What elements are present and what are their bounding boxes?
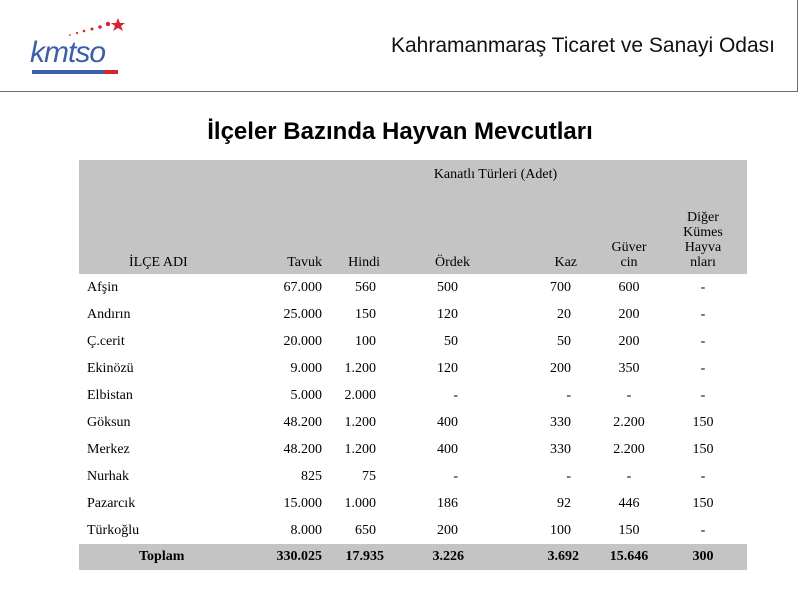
cell-hindi: 1.200 [344, 414, 376, 430]
cell-tavuk: 67.000 [283, 279, 322, 295]
group-header: Kanatlı Türleri (Adet) [244, 160, 747, 190]
group-header-row [79, 160, 747, 190]
cell-tavuk: 5.000 [290, 387, 322, 403]
page-title: İlçeler Bazında Hayvan Mevcutları [207, 118, 593, 145]
cell-tavuk: 48.200 [283, 414, 322, 430]
col-diger-line: Kümes [683, 225, 723, 240]
cell-diger: 150 [692, 414, 714, 430]
cell-hindi: 2.000 [344, 387, 376, 403]
cell-diger: 150 [692, 495, 714, 511]
cell-district: Afşin [87, 279, 119, 295]
table-row [79, 409, 747, 436]
cell-kaz: 200 [550, 360, 571, 376]
table-row [79, 355, 747, 382]
col-diger [659, 190, 747, 274]
total-kaz: 3.692 [504, 544, 599, 570]
cell-ordek: 50 [444, 333, 458, 349]
cell-guvercin: 200 [618, 333, 640, 349]
cell-hindi: 150 [355, 306, 376, 322]
table-row [79, 382, 747, 409]
cell-district: Merkez [87, 441, 130, 457]
cell-kaz: 330 [550, 414, 571, 430]
cell-district: Andırın [87, 306, 131, 322]
cell-kaz: 20 [557, 306, 571, 322]
total-label: Toplam [79, 544, 244, 570]
col-diger-line: Diğer [687, 210, 719, 225]
cell-tavuk: 48.200 [283, 441, 322, 457]
table-row [79, 328, 747, 355]
table-row [79, 517, 747, 544]
cell-tavuk: 9.000 [290, 360, 322, 376]
cell-ordek: 400 [437, 441, 458, 457]
cell-diger: - [700, 387, 706, 403]
cell-diger: - [700, 360, 706, 376]
cell-kaz: - [566, 387, 571, 403]
cell-ordek: 200 [437, 522, 458, 538]
total-hindi: 17.935 [324, 544, 404, 570]
total-tavuk: 330.025 [244, 544, 324, 570]
cell-hindi: 1.200 [344, 360, 376, 376]
col-ordek: Ördek [404, 190, 504, 274]
cell-hindi: 100 [355, 333, 376, 349]
col-kaz: Kaz [504, 190, 599, 274]
cell-guvercin: - [626, 468, 632, 484]
cell-ordek: 120 [437, 360, 458, 376]
cell-diger: - [700, 279, 706, 295]
svg-text:kmtso: kmtso [30, 36, 106, 69]
cell-tavuk: 8.000 [290, 522, 322, 538]
col-diger-line: Hayva [684, 240, 722, 255]
cell-ordek: 400 [437, 414, 458, 430]
cell-guvercin: 350 [618, 360, 640, 376]
cell-tavuk: 20.000 [283, 333, 322, 349]
cell-guvercin: 446 [618, 495, 640, 511]
cell-district: Nurhak [87, 468, 129, 484]
cell-district: Türkoğlu [87, 522, 140, 538]
column-header-row [79, 190, 747, 274]
cell-guvercin: - [626, 387, 632, 403]
col-ilce-adi: İLÇE ADI [79, 190, 244, 274]
cell-kaz: 92 [557, 495, 571, 511]
cell-tavuk: 15.000 [283, 495, 322, 511]
livestock-table [79, 160, 747, 570]
col-guvercin-line: Güver [611, 240, 647, 255]
total-guvercin: 15.646 [599, 544, 659, 570]
col-guvercin-line: cin [620, 255, 638, 270]
cell-ordek: 186 [437, 495, 458, 511]
cell-diger: - [700, 468, 706, 484]
cell-diger: 150 [692, 441, 714, 457]
header-bar [0, 0, 798, 92]
cell-kaz: 700 [550, 279, 571, 295]
col-guvercin [599, 190, 659, 274]
table-row [79, 436, 747, 463]
cell-kaz: 100 [550, 522, 571, 538]
cell-ordek: - [453, 387, 458, 403]
cell-tavuk: 825 [301, 468, 322, 484]
cell-ordek: 120 [437, 306, 458, 322]
cell-guvercin: 150 [618, 522, 640, 538]
cell-district: Ekinözü [87, 360, 134, 376]
col-hindi: Hindi [324, 190, 404, 274]
cell-district: Ç.cerit [87, 333, 125, 349]
cell-district: Pazarcık [87, 495, 136, 511]
total-ordek: 3.226 [404, 544, 504, 570]
kmtso-logo [28, 14, 128, 80]
cell-ordek: - [453, 468, 458, 484]
cell-kaz: 330 [550, 441, 571, 457]
col-tavuk: Tavuk [244, 190, 324, 274]
cell-diger: - [700, 306, 706, 322]
cell-hindi: 560 [355, 279, 376, 295]
cell-district: Göksun [87, 414, 131, 430]
cell-hindi: 75 [362, 468, 376, 484]
cell-diger: - [700, 522, 706, 538]
table-row [79, 490, 747, 517]
cell-kaz: 50 [557, 333, 571, 349]
cell-kaz: - [566, 468, 571, 484]
total-diger: 300 [659, 544, 747, 570]
cell-tavuk: 25.000 [283, 306, 322, 322]
table-row [79, 274, 747, 301]
cell-hindi: 650 [355, 522, 376, 538]
table-row [79, 463, 747, 490]
organization-title: Kahramanmaraş Ticaret ve Sanayi Odası [390, 34, 775, 57]
table-body [79, 274, 747, 544]
cell-district: Elbistan [87, 387, 133, 403]
cell-hindi: 1.000 [344, 495, 376, 511]
cell-guvercin: 2.200 [613, 441, 645, 457]
cell-ordek: 500 [437, 279, 458, 295]
table-row [79, 301, 747, 328]
cell-guvercin: 600 [618, 279, 640, 295]
total-row [79, 544, 747, 570]
col-diger-line: nları [690, 255, 716, 270]
cell-diger: - [700, 333, 706, 349]
cell-hindi: 1.200 [344, 441, 376, 457]
cell-guvercin: 2.200 [613, 414, 645, 430]
cell-guvercin: 200 [618, 306, 640, 322]
